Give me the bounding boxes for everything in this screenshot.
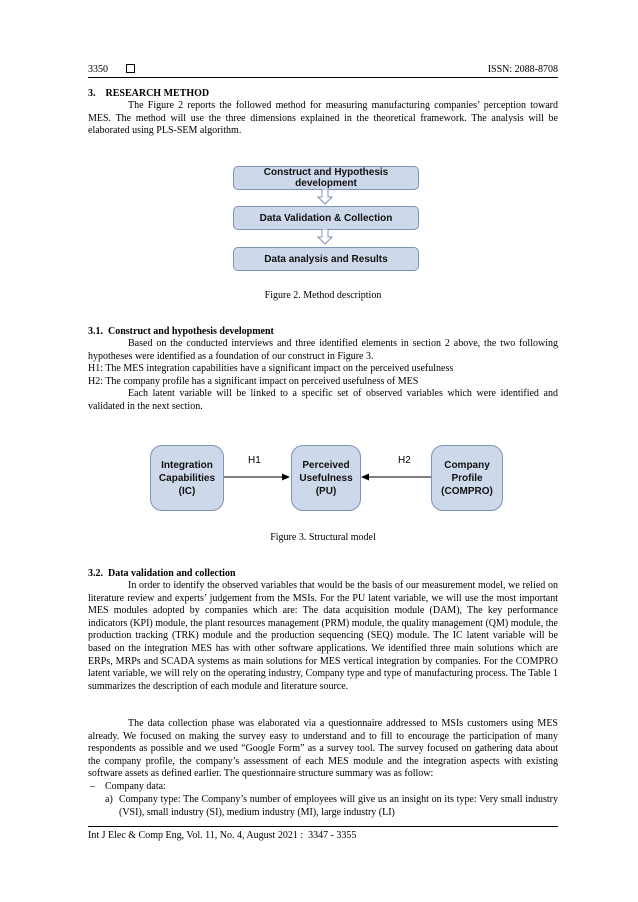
issn: ISSN: 2088-8708	[487, 64, 558, 75]
section-32-p1: In order to identify the observed variables that would be the basis of our measurement model, we relied on literature review and experts’ judgement from the MSIs. For the PU latent variable, we will use the most important MES modules adopted by companies which are: The data acquisition module (DAM), The key performance indicators (KPI) module, the plant resources management (PRM) module, the quality management (QM) module, the production tracking (TRK) module and the production sequencing (SEQ) module. The IC latent variable will be based on the integration MES has with other software applications. We identified three main solutions which are ERPs, MRPs and SCADA systems as main solutions for MES vertical integration by companies. For the COMPRO latent variable, we will rely on the operating industry, Company type and type of manufacturing process. The Table 1 summarizes the description of each module and literature source.	[88, 580, 558, 692]
step-construct-box: Construct and Hypothesis development	[233, 166, 419, 190]
step-analysis-box: Data analysis and Results	[233, 247, 419, 271]
footer-citation: Int J Elec & Comp Eng, Vol. 11, No. 4, August 2021 : 3347 - 3355	[88, 830, 357, 841]
sub-item-a-label: a)	[105, 794, 113, 805]
footer-rule	[88, 826, 558, 827]
section-32-title: 3.2. Data validation and collection	[88, 568, 236, 579]
header-rule	[88, 77, 558, 78]
down-arrow-icon	[317, 229, 333, 245]
arrow-h2-icon	[359, 472, 431, 482]
figure-3-caption: Figure 3. Structural model	[270, 532, 376, 543]
node-ic-line3: (IC)	[178, 485, 196, 497]
node-pu-line2: Usefulness	[299, 472, 353, 484]
hypothesis-h1: H1: The MES integration capabilities have a significant impact on the perceived usefulness	[88, 363, 454, 374]
node-company-profile	[431, 445, 503, 511]
figure-2-caption: Figure 2. Method description	[264, 290, 382, 301]
arrow-h1-icon	[224, 472, 292, 482]
node-pu-line3: (PU)	[315, 485, 337, 497]
section-31-p1: Based on the conducted interviews and three identified elements in section 2 above, the two following hypotheses were identified as a foundation of our construct in Figure 3.	[88, 338, 558, 362]
node-ic-line1: Integration	[161, 459, 213, 471]
node-perceived-usefulness	[291, 445, 361, 511]
node-pu-line1: Perceived	[302, 459, 350, 471]
node-compro-line1: Company	[444, 459, 490, 471]
list-dash: –	[90, 781, 95, 792]
section-32-p2: The data collection phase was elaborated via a questionnaire addressed to MSIs customers using MES already. We focused on making the survey easy to understand and to fill to encourage the participation of many respondents as possible and we used “Google Form” as a survey tool. The survey focused on gathering data about the company profile, the company’s assessment of each MES module and the integration aspects with existing software assets as defined earlier. The questionnaire structure summary was as follow:	[88, 718, 558, 780]
section-31-p2: Each latent variable will be linked to a specific set of observed variables which were identified and validated in the next section.	[88, 388, 558, 412]
section-3-body: The Figure 2 reports the followed method for measuring manufacturing companies’ perception toward MES. The method will use the three dimensions explained in the theoretical framework. The analysis will be elaborated using PLS-SEM algorithm.	[88, 100, 558, 137]
hypothesis-h2: H2: The company profile has a significant impact on perceived usefulness of MES	[88, 376, 419, 387]
label-h1: H1	[248, 455, 261, 466]
list-item-company-data: Company data:	[105, 781, 166, 792]
node-integration-capabilities	[150, 445, 224, 511]
sub-item-a: Company type: The Company’s number of employees will give us an insight on its type: Very small industry (VSI), small industry (SI), medium industry (MI), large industry (LI)	[119, 794, 558, 818]
node-compro-line3: (COMPRO)	[441, 485, 493, 497]
label-h2: H2	[398, 455, 411, 466]
square-icon	[126, 64, 135, 73]
step-validation-box: Data Validation & Collection	[233, 206, 419, 230]
page-number: 3350	[88, 64, 108, 75]
node-compro-line2: Profile	[451, 472, 483, 484]
section-3-title: 3. RESEARCH METHOD	[88, 88, 210, 99]
down-arrow-icon	[317, 189, 333, 205]
node-ic-line2: Capabilities	[158, 472, 216, 484]
section-31-title: 3.1. Construct and hypothesis development	[88, 326, 274, 337]
